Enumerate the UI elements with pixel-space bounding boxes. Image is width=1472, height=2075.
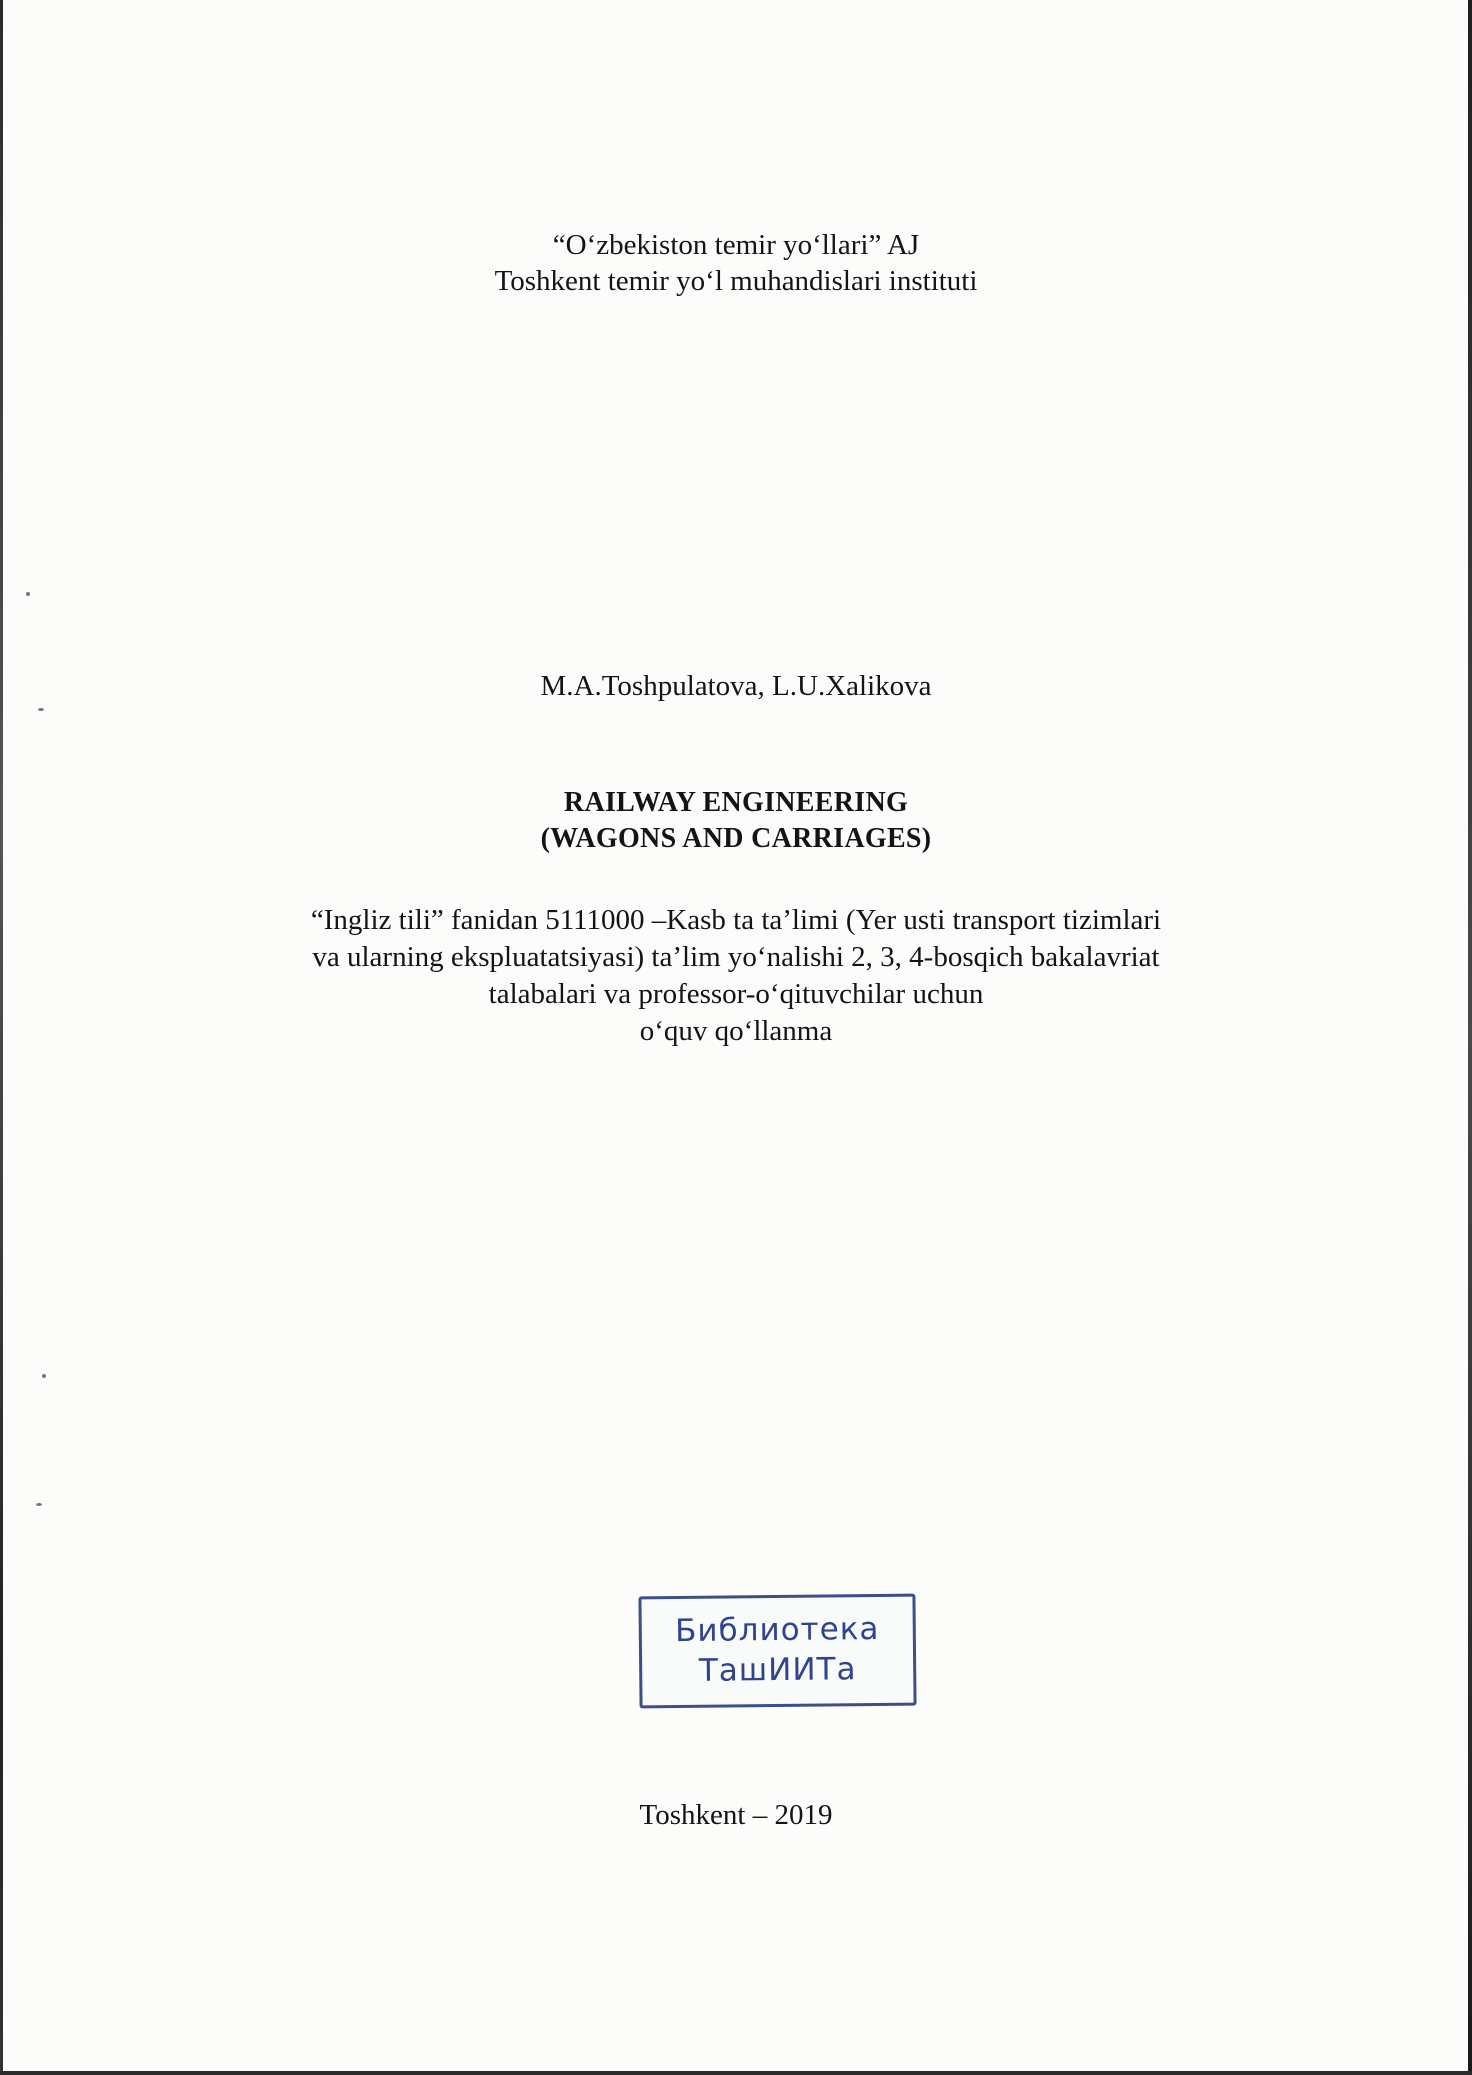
author-names: M.A.Toshpulatova, L.U.Xalikova [540, 670, 932, 702]
description-line-4: o‘quv qo‘llanma [639, 1015, 833, 1047]
stamp-line-1: Библиотека [674, 1610, 880, 1650]
description-line-3: talabalari va professor-o‘qituvchilar uchun [488, 978, 984, 1010]
place-and-year: Toshkent – 2019 [639, 1799, 833, 1831]
scan-speck [42, 1374, 46, 1378]
library-stamp [638, 1594, 916, 1709]
description-line-2: va ularning ekspluatatsiyasi) ta’lim yo‘nalishi 2, 3, 4-bosqich bakalavriat [312, 941, 1160, 973]
book-description [0, 902, 1472, 1050]
institute-name: Toshkent temir yo‘l muhandislari instituti [494, 265, 978, 297]
authors [0, 668, 1472, 704]
stamp-line-2: ТашИИТа [698, 1651, 857, 1689]
description-line-1: “Ingliz tili” fanidan 5111000 –Kasb ta ta’limi (Yer usti transport tizimlari [310, 904, 1162, 936]
title-line-2: (WAGONS AND CARRIAGES) [540, 823, 932, 854]
imprint [0, 1797, 1472, 1833]
scan-speck [36, 1503, 42, 1506]
organization-name: “O‘zbekiston temir yo‘llari” AJ [552, 229, 920, 261]
title-line-1: RAILWAY ENGINEERING [563, 787, 909, 818]
institution-header [0, 227, 1472, 299]
scan-speck [26, 592, 30, 596]
scan-speck [38, 708, 44, 711]
scan-edge-bottom [0, 2071, 1472, 2075]
book-title [0, 785, 1472, 857]
